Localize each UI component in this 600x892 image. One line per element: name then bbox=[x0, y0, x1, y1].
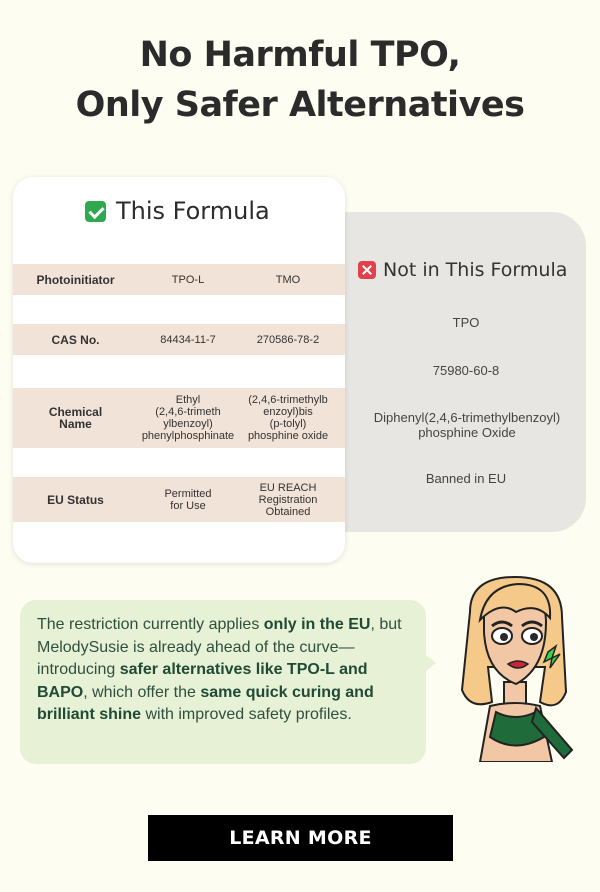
this-formula-title: This Formula bbox=[116, 197, 270, 225]
row-label: CAS No. bbox=[51, 332, 100, 347]
bubble-bold: safer alternatives like TPO-L and BAPO bbox=[37, 661, 368, 701]
info-speech-bubble bbox=[20, 600, 426, 764]
bubble-text: with improved safety profiles. bbox=[141, 706, 352, 723]
bubble-bold: same quick curing and brilliant shine bbox=[37, 683, 374, 723]
red-x-icon bbox=[358, 261, 376, 279]
tpo-eu-status: Banned in EU bbox=[425, 471, 507, 486]
not-in-formula-heading bbox=[358, 259, 567, 281]
page-title bbox=[0, 30, 600, 130]
tpo-chemical-name: Diphenyl(2,4,6-trimethylbenzoyl) phosphine Oxide bbox=[373, 410, 561, 440]
table-row bbox=[13, 324, 345, 355]
cartoon-character-illustration bbox=[440, 572, 590, 762]
not-in-formula-title: Not in This Formula bbox=[383, 259, 568, 281]
tpo-cas: 75980-60-8 bbox=[432, 363, 500, 378]
row-label: Photoinitiator bbox=[36, 272, 115, 287]
row-label: Chemical Name bbox=[48, 405, 103, 431]
tpo-l-value: Permitted for Use bbox=[164, 487, 212, 512]
tpo-l-value: 84434-11-7 bbox=[160, 333, 216, 346]
bubble-bold: only in the EU bbox=[263, 616, 371, 633]
title-line-1: No Harmful TPO, bbox=[139, 35, 461, 75]
row-label: EU Status bbox=[47, 492, 104, 507]
table-row bbox=[13, 388, 345, 448]
this-formula-card bbox=[13, 177, 345, 563]
tmo-value: (2,4,6-trimethylb enzoyl)bis (p-tolyl) phosphine oxide bbox=[247, 394, 329, 442]
bubble-text: , but MelodySusie is already ahead of the curve—introducing bbox=[37, 616, 402, 678]
tpo-name: TPO bbox=[452, 315, 480, 330]
tpo-l-value: Ethyl (2,4,6-trimeth ylbenzoyl) phenylphosphinate bbox=[141, 394, 235, 442]
tmo-value: TMO bbox=[275, 273, 301, 286]
green-check-icon bbox=[85, 201, 106, 222]
table-row bbox=[13, 477, 345, 522]
learn-more-button[interactable]: LEARN MORE bbox=[148, 815, 453, 861]
bubble-text: The restriction currently applies bbox=[37, 616, 264, 633]
tpo-l-value: TPO-L bbox=[171, 273, 205, 286]
tmo-value: 270586-78-2 bbox=[256, 333, 320, 346]
tmo-value: EU REACH Registration Obtained bbox=[258, 481, 318, 518]
bubble-text: , which offer the bbox=[83, 683, 201, 701]
table-row bbox=[13, 264, 345, 295]
this-formula-heading bbox=[85, 197, 270, 225]
title-line-2: Only Safer Alternatives bbox=[75, 85, 525, 125]
